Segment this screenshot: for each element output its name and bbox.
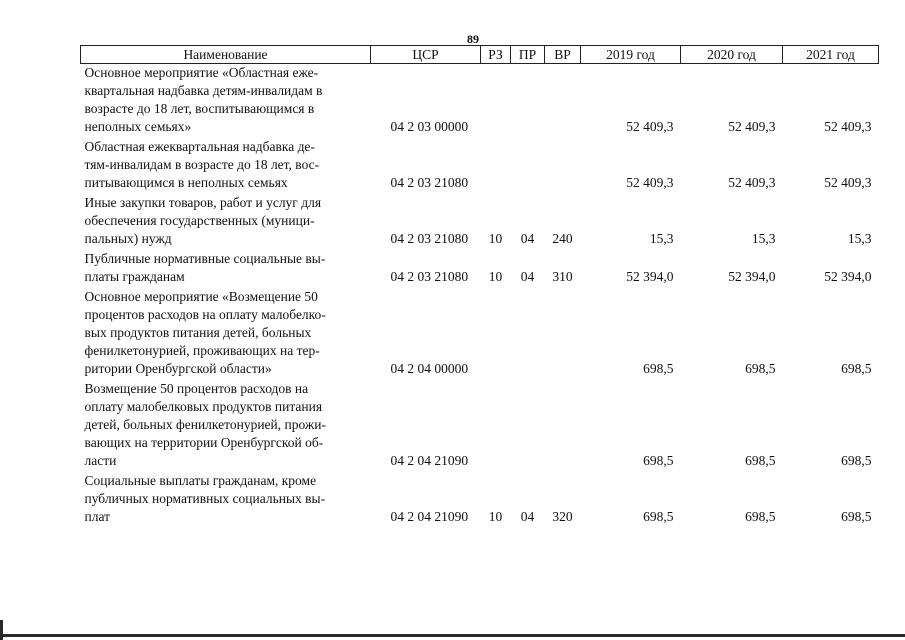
header-2020: 2020 год <box>681 46 783 64</box>
row-name: Социальные выплаты гражданам, кроме публичных нормативных социальных вы- плат <box>84 473 326 524</box>
row-csr: 04 2 04 00000 <box>390 361 469 376</box>
row-vr <box>545 380 581 472</box>
table-row <box>81 138 879 194</box>
row-2021: 52 409,3 <box>824 175 872 190</box>
row-2020: 698,5 <box>745 453 776 468</box>
row-pr <box>511 64 545 139</box>
row-2019: 698,5 <box>643 509 674 524</box>
row-vr <box>545 288 581 380</box>
row-2020: 52 394,0 <box>728 269 776 284</box>
scan-border-bottom <box>0 634 905 637</box>
row-2021: 15,3 <box>847 231 872 246</box>
row-pr <box>511 138 545 194</box>
row-2019: 52 394,0 <box>626 269 674 284</box>
header-vr: ВР <box>545 46 581 64</box>
table-row <box>81 380 879 472</box>
row-rz <box>481 380 511 472</box>
row-vr <box>545 138 581 194</box>
table-row <box>81 250 879 288</box>
row-2020: 52 409,3 <box>728 119 776 134</box>
row-rz: 10 <box>488 269 503 284</box>
row-rz <box>481 288 511 380</box>
row-name: Областная ежеквартальная надбавка де- тям-инвалидам в возрасте до 18 лет, вос- питывающимся в неполных семьях <box>84 139 320 190</box>
table-header-row <box>81 46 879 64</box>
row-2020: 698,5 <box>745 361 776 376</box>
row-rz <box>481 138 511 194</box>
row-pr <box>511 380 545 472</box>
row-csr: 04 2 04 21090 <box>390 509 469 524</box>
row-2020: 52 409,3 <box>728 175 776 190</box>
row-2020: 698,5 <box>745 509 776 524</box>
row-2019: 15,3 <box>649 231 674 246</box>
row-vr: 240 <box>552 231 573 246</box>
row-pr: 04 <box>520 269 535 284</box>
row-rz: 10 <box>488 509 503 524</box>
table-row <box>81 64 879 139</box>
row-vr <box>545 64 581 139</box>
row-name: Иные закупки товаров, работ и услуг для обеспечения государственных (муници- пальных) нужд <box>84 195 322 246</box>
row-2020: 15,3 <box>751 231 776 246</box>
scan-border-left <box>0 620 3 640</box>
header-name: Наименование <box>81 46 371 64</box>
row-rz: 10 <box>488 231 503 246</box>
row-vr: 320 <box>552 509 573 524</box>
table-row <box>81 194 879 250</box>
header-csr: ЦСР <box>371 46 481 64</box>
row-name: Возмещение 50 процентов расходов на оплату малобелковых продуктов питания детей, больных фенилкетонурией, прожи- вающих на территории Оренбургской об- ласти <box>84 381 326 468</box>
row-name: Публичные нормативные социальные вы- платы гражданам <box>84 251 326 284</box>
row-2019: 52 409,3 <box>626 119 674 134</box>
row-2021: 52 394,0 <box>824 269 872 284</box>
row-vr: 310 <box>552 269 573 284</box>
row-pr: 04 <box>520 231 535 246</box>
row-csr: 04 2 04 21090 <box>390 453 469 468</box>
row-csr: 04 2 03 21080 <box>390 175 469 190</box>
table-row <box>81 288 879 380</box>
table-row <box>81 472 879 528</box>
row-2021: 698,5 <box>841 509 872 524</box>
budget-table <box>80 45 879 528</box>
header-pr: ПР <box>511 46 545 64</box>
row-rz <box>481 64 511 139</box>
row-name: Основное мероприятие «Областная еже- квартальная надбавка детям-инвалидам в возрасте до 18 лет, воспитывающимся в неполных семьях» <box>84 65 323 134</box>
row-csr: 04 2 03 21080 <box>390 269 469 284</box>
row-2021: 52 409,3 <box>824 119 872 134</box>
row-2019: 52 409,3 <box>626 175 674 190</box>
row-csr: 04 2 03 21080 <box>390 231 469 246</box>
row-pr: 04 <box>520 509 535 524</box>
row-2019: 698,5 <box>643 453 674 468</box>
row-2019: 698,5 <box>643 361 674 376</box>
row-2021: 698,5 <box>841 361 872 376</box>
row-csr: 04 2 03 00000 <box>390 119 469 134</box>
row-name: Основное мероприятие «Возмещение 50 процентов расходов на оплату малобелко- вых продуктов питания детей, больных фенилкетонурией, проживающих на тер- ритории Оренбургской области» <box>84 289 326 376</box>
row-pr <box>511 288 545 380</box>
header-2019: 2019 год <box>581 46 681 64</box>
header-rz: РЗ <box>481 46 511 64</box>
header-2021: 2021 год <box>783 46 879 64</box>
page-number: 89 <box>467 32 479 46</box>
row-2021: 698,5 <box>841 453 872 468</box>
